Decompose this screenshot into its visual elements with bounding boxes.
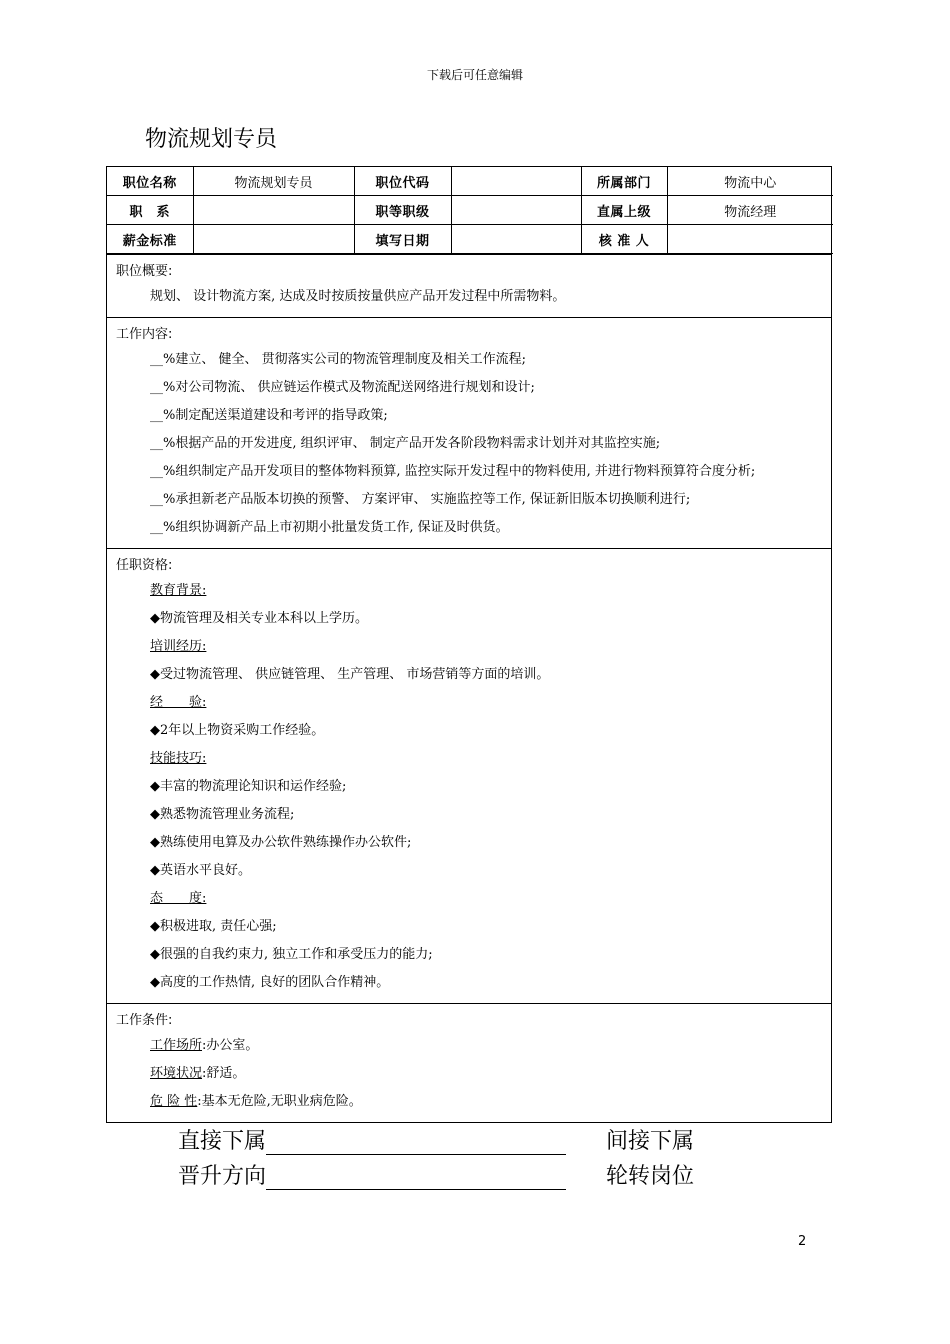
condition-value: :舒适。 [202,1066,246,1081]
list-item: ◆受过物流管理、 供应链管理、 生产管理、 市场营销等方面的培训。 [150,667,550,682]
condition-label: 环境状况 [150,1066,203,1081]
subheading-training: 培训经历: [150,639,207,654]
label-cell: 所属部门 [581,167,667,196]
direct-subordinate-label: 直接下属 [178,1129,267,1154]
overview-text: 规划、 设计物流方案, 达成及时按质按量供应产品开发过程中所需物料。 [150,289,566,304]
table-row [107,167,833,196]
condition-label: 工作场所 [150,1038,203,1053]
conditions-section [107,1003,831,1122]
blank-line [266,1167,566,1190]
subheading-education: 教育背景: [150,583,207,598]
header-note: 下载后可任意编辑 [426,68,523,82]
subheading-experience: 经 验: [150,695,207,710]
promotion-line [178,1159,566,1190]
subheading-attitude: 态 度: [150,891,207,906]
list-item [116,1060,823,1088]
label-cell: 填写日期 [354,225,451,254]
list-item: __%制定配送渠道建设和考评的指导政策; [150,408,388,423]
condition-value: :基本无危险,无职业病危险。 [197,1094,362,1109]
duties-section [107,317,831,548]
qualifications-section [107,548,831,1003]
section-heading: 任职资格: [116,558,173,573]
list-item: ◆高度的工作热情, 良好的团队合作精神。 [150,975,390,990]
value-cell [451,196,581,225]
indirect-subordinate-label: 间接下属 [606,1129,695,1154]
subheading-skills: 技能技巧: [150,751,207,766]
value-cell [193,196,354,225]
list-item [116,1032,823,1060]
value-cell: 物流经理 [667,196,833,225]
value-cell [451,225,581,254]
label-cell: 职位代码 [354,167,451,196]
section-heading: 工作条件: [116,1013,173,1028]
label-cell: 职等职级 [354,196,451,225]
list-item: ◆英语水平良好。 [150,863,251,878]
value-cell [451,167,581,196]
list-item: __%对公司物流、 供应链运作模式及物流配送网络进行规划和设计; [150,380,535,395]
label-cell: 薪金标准 [107,225,193,254]
promotion-label: 晋升方向 [178,1164,267,1189]
label-cell: 直属上级 [581,196,667,225]
section-heading: 职位概要: [116,264,173,279]
value-cell: 物流中心 [667,167,833,196]
blank-line [266,1132,566,1155]
label-cell: 职位名称 [107,167,193,196]
list-item: ◆熟悉物流管理业务流程; [150,807,295,822]
list-item: ◆熟练使用电算及办公软件熟练操作办公软件; [150,835,412,850]
info-table [107,167,833,254]
list-item: __%建立、 健全、 贯彻落实公司的物流管理制度及相关工作流程; [150,352,526,367]
page-number: 2 [798,1234,807,1249]
value-cell [667,225,833,254]
overview-section [107,254,831,317]
list-item: __%组织制定产品开发项目的整体物料预算, 监控实际开发过程中的物料使用, 并进行物料预算符合度分析; [150,464,756,479]
list-item: ◆积极进取, 责任心强; [150,919,277,934]
section-heading: 工作内容: [116,327,173,342]
list-item [116,1088,823,1116]
direct-subordinate-line [178,1124,566,1155]
list-item: ◆物流管理及相关专业本科以上学历。 [150,611,368,626]
job-description-form [106,166,832,1123]
condition-label: 危 险 性 [150,1094,198,1109]
label-cell: 职 系 [107,196,193,225]
list-item: ◆很强的自我约束力, 独立工作和承受压力的能力; [150,947,433,962]
label-cell: 核 准 人 [581,225,667,254]
condition-value: :办公室。 [202,1038,259,1053]
list-item: __%组织协调新产品上市初期小批量发货工作, 保证及时供货。 [150,520,509,535]
document-title: 物流规划专员 [145,127,278,152]
rotation-label: 轮转岗位 [606,1164,695,1189]
list-item: __%承担新老产品版本切换的预警、 方案评审、 实施监控等工作, 保证新旧版本切换顺利进行; [150,492,691,507]
value-cell: 物流规划专员 [193,167,354,196]
value-cell [193,225,354,254]
list-item: ◆丰富的物流理论知识和运作经验; [150,779,347,794]
list-item: ◆2年以上物资采购工作经验。 [150,723,325,738]
table-row [107,196,833,225]
list-item: __%根据产品的开发进度, 组织评审、 制定产品开发各阶段物料需求计划并对其监控实施; [150,436,661,451]
table-row [107,225,833,254]
